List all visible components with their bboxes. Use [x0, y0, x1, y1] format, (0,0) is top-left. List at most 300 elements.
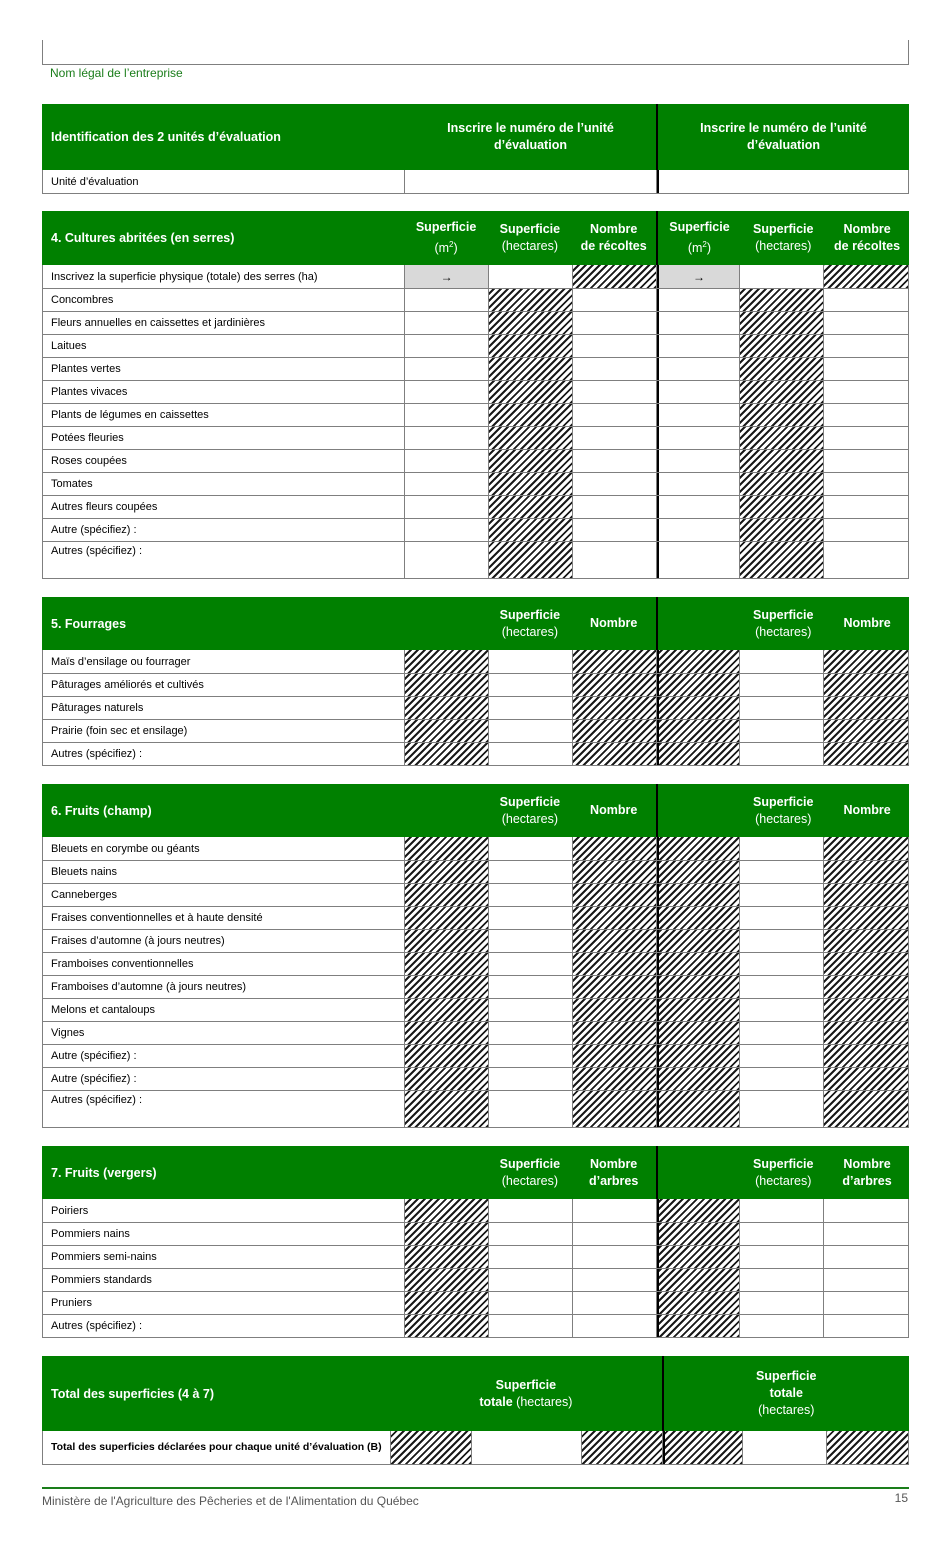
- s4-header: [42, 211, 909, 265]
- input-cell[interactable]: [657, 289, 741, 311]
- arrow-cell: [405, 265, 489, 288]
- s4-title: 4. Cultures abritées (en serres): [51, 231, 235, 245]
- table-row: [43, 837, 908, 860]
- hatched-cell: [824, 861, 908, 883]
- hatched-cell: [740, 473, 824, 495]
- table-row: [43, 1044, 908, 1067]
- hatched-cell: [573, 743, 657, 765]
- input-cell[interactable]: [573, 542, 657, 578]
- hatched-cell: [582, 1431, 663, 1464]
- input-cell[interactable]: [573, 1199, 657, 1222]
- table-row: [43, 541, 908, 578]
- hatched-cell: [824, 1045, 908, 1067]
- input-cell[interactable]: [573, 1246, 657, 1268]
- table-row: [43, 403, 908, 426]
- table-row: [43, 1222, 908, 1245]
- row-label: Autre (spécifiez) :: [43, 1068, 405, 1090]
- input-cell[interactable]: [489, 1091, 573, 1127]
- s7-header: [42, 1146, 909, 1199]
- input-cell[interactable]: [740, 1315, 824, 1337]
- s7-title: 7. Fruits (vergers): [51, 1165, 157, 1180]
- hatched-cell: [405, 930, 489, 952]
- input-cell[interactable]: [573, 1223, 657, 1245]
- hatched-cell: [663, 1431, 744, 1464]
- input-cell[interactable]: [740, 1022, 824, 1044]
- hatched-cell: [405, 1045, 489, 1067]
- hatched-cell: [657, 953, 741, 975]
- s7-h-nb-1: Nombre d’arbres: [588, 1156, 639, 1188]
- hatched-cell: [573, 884, 657, 906]
- input-cell[interactable]: [489, 1292, 573, 1314]
- s6-h-empty-1: [404, 784, 488, 837]
- input-cell[interactable]: [657, 450, 741, 472]
- input-cell[interactable]: [573, 1292, 657, 1314]
- hatched-cell: [489, 404, 573, 426]
- table-row: [43, 1314, 908, 1337]
- row-label: Autres (spécifiez) :: [43, 1091, 405, 1127]
- hatched-cell: [573, 999, 657, 1021]
- input-cell[interactable]: [573, 404, 657, 426]
- hatched-cell: [657, 907, 741, 929]
- row-label: Pâturages améliorés et cultivés: [43, 674, 405, 696]
- total-h-1: Superficie totale (hectares): [479, 1377, 573, 1409]
- row-label: Framboises conventionnelles: [43, 953, 405, 975]
- input-cell[interactable]: [489, 674, 573, 696]
- hatched-cell: [489, 335, 573, 357]
- input-cell[interactable]: [405, 312, 489, 334]
- input-cell[interactable]: [824, 335, 908, 357]
- input-cell[interactable]: [657, 427, 741, 449]
- s4-h-ha-1: Superficie (hectares): [499, 222, 561, 253]
- hatched-cell: [489, 519, 573, 541]
- hatched-cell: [657, 1292, 741, 1314]
- hatched-cell: [405, 907, 489, 929]
- unit1-number-input[interactable]: [405, 170, 656, 193]
- hatched-cell: [573, 674, 657, 696]
- hatched-cell: [573, 953, 657, 975]
- s7-rows: [42, 1199, 909, 1338]
- s7-h-nb-2: Nombre d’arbres: [842, 1156, 892, 1188]
- input-cell[interactable]: [489, 1022, 573, 1044]
- hatched-cell: [573, 697, 657, 719]
- table-row: [43, 883, 908, 906]
- input-cell[interactable]: [740, 907, 824, 929]
- table-row: [43, 742, 908, 765]
- row-label: Autre (spécifiez) :: [43, 519, 405, 541]
- input-cell[interactable]: [573, 312, 657, 334]
- hatched-cell: [657, 1022, 741, 1044]
- hatched-cell: [405, 1223, 489, 1245]
- arrow-right-icon: →: [692, 269, 705, 284]
- input-cell[interactable]: [489, 720, 573, 742]
- total-section: [42, 1356, 909, 1465]
- hatched-cell: [405, 650, 489, 673]
- input-cell[interactable]: [824, 542, 908, 578]
- input-cell[interactable]: [405, 542, 489, 578]
- section-7: [42, 1146, 909, 1338]
- hatched-cell: [489, 312, 573, 334]
- input-cell[interactable]: [824, 473, 908, 495]
- table-row: [43, 357, 908, 380]
- input-cell[interactable]: [824, 1246, 908, 1268]
- hatched-cell: [740, 312, 824, 334]
- table-row: [43, 952, 908, 975]
- input-cell[interactable]: [740, 674, 824, 696]
- hatched-cell: [405, 837, 489, 860]
- input-cell[interactable]: [740, 1068, 824, 1090]
- input-cell[interactable]: [573, 1269, 657, 1291]
- input-cell[interactable]: [489, 861, 573, 883]
- input-cell[interactable]: [740, 999, 824, 1021]
- hatched-cell: [740, 404, 824, 426]
- s6-header: [42, 784, 909, 837]
- input-cell[interactable]: [740, 861, 824, 883]
- s5-h-ha-1: Superficie (hectares): [499, 607, 561, 639]
- hatched-cell: [824, 953, 908, 975]
- table-row: [43, 288, 908, 311]
- input-cell[interactable]: [489, 1045, 573, 1067]
- input-cell[interactable]: [573, 335, 657, 357]
- s4-h-nb-1: Nombre de récoltes: [580, 222, 647, 253]
- input-cell[interactable]: [824, 496, 908, 518]
- hatched-cell: [657, 650, 741, 673]
- row-label: Bleuets nains: [43, 861, 405, 883]
- input-cell[interactable]: [489, 930, 573, 952]
- hatched-cell: [657, 884, 741, 906]
- input-cell[interactable]: [657, 335, 741, 357]
- ident-title: Identification des 2 unités d’évaluation: [51, 130, 281, 144]
- hatched-cell: [740, 335, 824, 357]
- table-row: [43, 518, 908, 541]
- row-label: Vignes: [43, 1022, 405, 1044]
- s7-h-empty-2: [656, 1146, 742, 1199]
- hatched-cell: [657, 1091, 741, 1127]
- input-cell[interactable]: [657, 381, 741, 403]
- hatched-cell: [740, 542, 824, 578]
- hatched-cell: [657, 1246, 741, 1268]
- s6-h-ha-2: Superficie (hectares): [753, 794, 814, 826]
- hatched-cell: [573, 837, 657, 860]
- company-name-field[interactable]: [42, 40, 909, 65]
- hatched-cell: [657, 1068, 741, 1090]
- hatched-cell: [489, 381, 573, 403]
- row-label: Autres (spécifiez) :: [43, 1315, 405, 1337]
- s5-header: [42, 597, 909, 650]
- row-label: Autre (spécifiez) :: [43, 1045, 405, 1067]
- table-row: [43, 1268, 908, 1291]
- input-cell[interactable]: [740, 1223, 824, 1245]
- hatched-cell: [489, 496, 573, 518]
- hatched-cell: [405, 674, 489, 696]
- s7-h-ha-1: Superficie (hectares): [499, 1156, 561, 1188]
- hatched-cell: [824, 907, 908, 929]
- input-cell[interactable]: [657, 496, 741, 518]
- total-rows: [42, 1431, 909, 1465]
- input-cell[interactable]: [489, 1269, 573, 1291]
- hatched-cell: [824, 1022, 908, 1044]
- input-cell[interactable]: [740, 1246, 824, 1268]
- table-row: [43, 719, 908, 742]
- table-row: [43, 929, 908, 952]
- section-6: [42, 784, 909, 1128]
- input-cell[interactable]: [657, 312, 741, 334]
- input-cell[interactable]: [489, 907, 573, 929]
- hatched-cell: [740, 519, 824, 541]
- hatched-cell: [573, 720, 657, 742]
- hatched-cell: [489, 473, 573, 495]
- arrow-cell: [657, 265, 741, 288]
- row-label: Poiriers: [43, 1199, 405, 1222]
- total-header: [42, 1356, 909, 1431]
- input-cell[interactable]: [824, 1315, 908, 1337]
- input-cell[interactable]: [740, 1045, 824, 1067]
- table-row: [43, 998, 908, 1021]
- input-cell[interactable]: [405, 404, 489, 426]
- input-cell[interactable]: [740, 650, 824, 673]
- hatched-cell: [657, 720, 741, 742]
- table-row: [43, 906, 908, 929]
- input-cell[interactable]: [824, 404, 908, 426]
- table-row: [43, 426, 908, 449]
- input-cell[interactable]: [573, 450, 657, 472]
- input-cell[interactable]: [489, 884, 573, 906]
- row-label: Fraises d’automne (à jours neutres): [43, 930, 405, 952]
- table-row: [43, 1431, 908, 1464]
- input-cell[interactable]: [740, 743, 824, 765]
- hatched-cell: [489, 289, 573, 311]
- row-label: Tomates: [43, 473, 405, 495]
- input-cell[interactable]: [657, 358, 741, 380]
- input-cell[interactable]: [657, 519, 741, 541]
- hatched-cell: [657, 976, 741, 998]
- hatched-cell: [740, 450, 824, 472]
- hatched-cell: [827, 1431, 908, 1464]
- input-cell[interactable]: [573, 381, 657, 403]
- row-label: Pruniers: [43, 1292, 405, 1314]
- row-label: Melons et cantaloups: [43, 999, 405, 1021]
- input-cell[interactable]: [573, 473, 657, 495]
- hatched-cell: [405, 953, 489, 975]
- input-cell[interactable]: [824, 358, 908, 380]
- s4-h-nb-2: Nombre de récoltes: [834, 222, 901, 253]
- input-cell[interactable]: [405, 519, 489, 541]
- unit2-number-input[interactable]: [657, 170, 908, 193]
- hatched-cell: [824, 930, 908, 952]
- input-cell[interactable]: [824, 427, 908, 449]
- hatched-cell: [573, 1022, 657, 1044]
- input-cell[interactable]: [489, 1315, 573, 1337]
- hatched-cell: [657, 837, 741, 860]
- hatched-cell: [824, 1091, 908, 1127]
- hatched-cell: [657, 861, 741, 883]
- input-cell[interactable]: [824, 450, 908, 472]
- input-cell[interactable]: [489, 976, 573, 998]
- s5-h-nb-2: Nombre: [843, 616, 891, 630]
- hatched-cell: [657, 1199, 741, 1222]
- s6-h-nb-2: Nombre: [843, 803, 891, 817]
- input-cell[interactable]: [489, 837, 573, 860]
- input-cell[interactable]: [573, 496, 657, 518]
- input-cell[interactable]: [405, 450, 489, 472]
- hatched-cell: [405, 1292, 489, 1314]
- input-cell[interactable]: [740, 265, 824, 288]
- input-cell[interactable]: [489, 1068, 573, 1090]
- s5-h-nb-1: Nombre: [590, 616, 638, 630]
- hatched-cell: [824, 720, 908, 742]
- row-label: Maïs d’ensilage ou fourrager: [43, 650, 405, 673]
- input-cell[interactable]: [573, 519, 657, 541]
- s6-h-empty-2: [656, 784, 742, 837]
- table-row: [43, 975, 908, 998]
- table-row: [43, 449, 908, 472]
- input-cell[interactable]: [405, 381, 489, 403]
- table-row: [43, 1090, 908, 1127]
- row-label: Inscrivez la superficie physique (totale) des serres (ha): [43, 265, 405, 288]
- hatched-cell: [740, 427, 824, 449]
- input-cell[interactable]: [824, 1269, 908, 1291]
- hatched-cell: [740, 381, 824, 403]
- s5-title: 5. Fourrages: [51, 616, 127, 631]
- input-cell[interactable]: [824, 519, 908, 541]
- input-cell[interactable]: [489, 697, 573, 719]
- s5-h-empty-2: [656, 597, 742, 650]
- input-cell[interactable]: [573, 1315, 657, 1337]
- ident-header: [42, 104, 909, 170]
- input-cell[interactable]: [740, 1091, 824, 1127]
- input-cell[interactable]: [657, 473, 741, 495]
- section-5: [42, 597, 909, 766]
- row-label: Canneberges: [43, 884, 405, 906]
- input-cell[interactable]: [489, 953, 573, 975]
- table-row: [43, 650, 908, 673]
- input-cell[interactable]: [824, 1223, 908, 1245]
- total-input-2[interactable]: [743, 1431, 827, 1464]
- s6-title: 6. Fruits (champ): [51, 803, 152, 818]
- hatched-cell: [824, 743, 908, 765]
- hatched-cell: [824, 976, 908, 998]
- hatched-cell: [573, 265, 657, 288]
- row-label: Framboises d’automne (à jours neutres): [43, 976, 405, 998]
- hatched-cell: [824, 837, 908, 860]
- input-cell[interactable]: [657, 542, 741, 578]
- input-cell[interactable]: [824, 1292, 908, 1314]
- row-label: Fraises conventionnelles et à haute densité: [43, 907, 405, 929]
- table-row: [43, 1199, 908, 1222]
- hatched-cell: [824, 697, 908, 719]
- s7-h-ha-2: Superficie (hectares): [753, 1156, 814, 1188]
- row-label: Autres fleurs coupées: [43, 496, 405, 518]
- table-row: [43, 1245, 908, 1268]
- hatched-cell: [573, 907, 657, 929]
- hatched-cell: [657, 1045, 741, 1067]
- ident-section: [42, 104, 909, 193]
- input-cell[interactable]: [489, 650, 573, 673]
- row-label: Pommiers semi-nains: [43, 1246, 405, 1268]
- input-cell[interactable]: [740, 884, 824, 906]
- hatched-cell: [405, 976, 489, 998]
- row-label: Potées fleuries: [43, 427, 405, 449]
- input-cell[interactable]: [740, 720, 824, 742]
- s5-h-ha-2: Superficie (hectares): [753, 607, 814, 639]
- ident-rows: [42, 170, 909, 194]
- table-row: [43, 495, 908, 518]
- s5-h-empty-1: [404, 597, 488, 650]
- input-cell[interactable]: [824, 289, 908, 311]
- total-title: Total des superficies (4 à 7): [51, 1386, 215, 1401]
- input-cell[interactable]: [573, 289, 657, 311]
- input-cell[interactable]: [573, 358, 657, 380]
- hatched-cell: [573, 930, 657, 952]
- input-cell[interactable]: [740, 697, 824, 719]
- row-label: Laitues: [43, 335, 405, 357]
- total-input-1[interactable]: [472, 1431, 582, 1464]
- hatched-cell: [657, 1315, 741, 1337]
- row-label: Plantes vivaces: [43, 381, 405, 403]
- input-cell[interactable]: [489, 1246, 573, 1268]
- input-cell[interactable]: [740, 953, 824, 975]
- input-cell[interactable]: [489, 265, 573, 288]
- hatched-cell: [405, 1091, 489, 1127]
- row-label: Autres (spécifiez) :: [43, 542, 405, 578]
- input-cell[interactable]: [489, 1223, 573, 1245]
- hatched-cell: [405, 1068, 489, 1090]
- input-cell[interactable]: [405, 427, 489, 449]
- input-cell[interactable]: [740, 1292, 824, 1314]
- table-row: [43, 1291, 908, 1314]
- input-cell[interactable]: [740, 1269, 824, 1291]
- hatched-cell: [405, 1199, 489, 1222]
- hatched-cell: [824, 674, 908, 696]
- s4-h-m2-2: Superficie $(m^2)$: [656, 211, 742, 265]
- s6-h-ha-1: Superficie (hectares): [499, 794, 561, 826]
- row-label: Autres (spécifiez) :: [43, 743, 405, 765]
- section-4: [42, 211, 909, 579]
- input-cell[interactable]: [740, 976, 824, 998]
- input-cell[interactable]: [824, 312, 908, 334]
- input-cell[interactable]: [740, 837, 824, 860]
- input-cell[interactable]: [657, 404, 741, 426]
- input-cell[interactable]: [573, 427, 657, 449]
- input-cell[interactable]: [824, 381, 908, 403]
- input-cell[interactable]: [740, 930, 824, 952]
- row-label: Total des superficies déclarées pour chaque unité d’évaluation (B): [43, 1431, 391, 1464]
- input-cell[interactable]: [489, 999, 573, 1021]
- table-row: [43, 170, 908, 193]
- hatched-cell: [405, 1315, 489, 1337]
- hatched-cell: [405, 720, 489, 742]
- hatched-cell: [405, 861, 489, 883]
- s6-h-nb-1: Nombre: [590, 803, 638, 817]
- input-cell[interactable]: [405, 358, 489, 380]
- input-cell[interactable]: [489, 1199, 573, 1222]
- input-cell[interactable]: [489, 743, 573, 765]
- row-label: Pâturages naturels: [43, 697, 405, 719]
- input-cell[interactable]: [405, 496, 489, 518]
- hatched-cell: [657, 743, 741, 765]
- input-cell[interactable]: [405, 289, 489, 311]
- hatched-cell: [740, 358, 824, 380]
- hatched-cell: [573, 1068, 657, 1090]
- hatched-cell: [573, 976, 657, 998]
- input-cell[interactable]: [740, 1199, 824, 1222]
- input-cell[interactable]: [405, 335, 489, 357]
- hatched-cell: [824, 650, 908, 673]
- table-row: [43, 472, 908, 495]
- footer-text: Ministère de l'Agriculture des Pêcheries et de l'Alimentation du Québec: [42, 1494, 419, 1508]
- arrow-right-icon: →: [440, 269, 453, 284]
- input-cell[interactable]: [405, 473, 489, 495]
- input-cell[interactable]: [824, 1199, 908, 1222]
